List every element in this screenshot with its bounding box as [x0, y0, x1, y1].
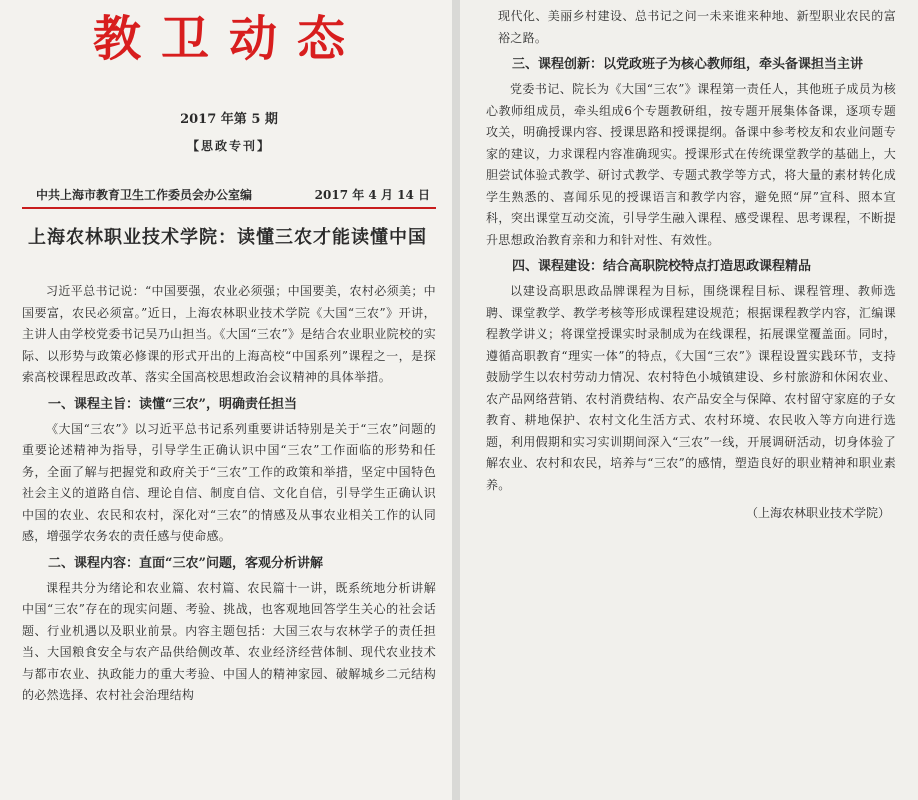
section1-heading: 一、课程主旨：读懂“三农”，明确责任担当	[48, 396, 297, 412]
section2-continued-paragraph: 现代化、美丽乡村建设、总书记之问一未来谁来种地、新型职业农民的富裕之路。	[498, 9, 896, 45]
masthead-title: 教卫动态	[92, 11, 365, 67]
red-divider	[22, 207, 436, 209]
intro-paragraph: 习近平总书记说：“中国要强，农业必须强；中国要美，农村必须美；中国要富，农民必须富。”近日，上海农林职业技术学院《大国“三农”》开讲，主讲人由学校党委书记吴乃山担当。《大国“三农”》是结合农业职业院校的实际、以形势与政策必修课的形式开出的上海高校“中国系列”课程之一，是探索高校课程思政改革、落实全国高校思想政治会议精神的具体举措。	[22, 284, 436, 384]
publisher: 中共上海市教育卫生工作委员会办公室编	[36, 188, 253, 202]
left-page	[0, 0, 452, 800]
publish-date: 2017 年 4 月 14 日	[314, 188, 430, 202]
right-page	[460, 0, 918, 800]
article-title: 上海农林职业技术学院：读懂三农才能读懂中国	[28, 227, 427, 248]
section2-heading: 二、课程内容：直面“三农”问题，客观分析讲解	[48, 555, 323, 571]
section3-paragraph: 党委书记、院长为《大国“三农”》课程第一责任人，其他班子成员为核心教师组成员，牵头组成6个专题教研组，按专题开展集体备课，逐项专题攻关，明确授课内容、授课思路和授课提纲。备课中参考校友和农业问题专家的建议，力求课程内容准确现实。授课形式在传统课堂教学的基础上，大胆尝试体验式教学、研讨式教学、专题式教学等方式，将大量的素材转化成学生熟悉的、喜闻乐见的授课语言和教学内容，避免照“屏”宣科、照本宣科，突出课堂互动交流，引导学生融入课程、感受课程、思考课程，不断提升思想政治教育亲和力和针对性、有效性。	[486, 82, 896, 247]
column-tag: 【思政专刊】	[186, 139, 271, 153]
section4-heading: 四、课程建设：结合高职院校特点打造思政课程精品	[512, 259, 812, 274]
section1-paragraph: 《大国“三农”》以习近平总书记系列重要讲话特别是关于“三农”问题的重要论述精神为指导，引导学生正确认识中国“三农”工作面临的形势和任务，全面了解与把握党和政府关于“三农”工作的政策和举措，坚定中国特色社会主义的道路自信、理论自信、制度自信、文化自信，引导学生正确认识中国的农业、农民和农村，深化对“三农”的情感及从事农业相关工作的认同感，增强学农务农的责任感与使命感。	[22, 421, 436, 543]
signature: （上海农林职业技术学院）	[745, 506, 890, 520]
section2-continuation	[486, 6, 896, 49]
section4-paragraph: 以建设高职思政品牌课程为目标，围绕课程目标、课程管理、教师选聘、课堂教学、教学考核等形成课程建设规范；根据课程教学内容，汇编课程教学讲义；将课堂授课实时录制成为在线课程，拓展课堂覆盖面。同时，遵循高职教育“理实一体”的特点，《大国“三农”》课程设置实践环节，支持鼓励学生以农村劳动力情况、农村特色小城镇建设、乡村旅游和休闲农业、农产品网络营销、农村消费结构、农产品安全与保障、农村留守家庭的子女教育、耕地保护、农村文化生活方式、农村环境、农民收入等方向进行选题，利用假期和实习实训期间深入“三农”一线，开展调研活动，切身体验了解农业、农村和农民，培养与“三农”的感情，塑造良好的职业精神和职业素养。	[486, 284, 896, 492]
publisher-row	[22, 186, 436, 203]
issue-number: 2017 年第 5 期	[180, 112, 278, 127]
section3-heading: 三、课程创新：以党政班子为核心教师组，牵头备课担当主讲	[512, 57, 864, 72]
section2-paragraph: 课程共分为绪论和农业篇、农村篇、农民篇十一讲，既系统地分析讲解中国“三农”存在的现实问题、考验、挑战，也客观地回答学生关心的社会话题、行业机遇以及职业前景。内容主题包括：大国三农与农林学子的责任担当、大国粮食安全与农产品供给侧改革、农业经济经营体制、现代农业技术与都市农业、执政能力的重大考验、中国人的精神家园、破解城乡二元结构的必然选择、农村社会治理结构	[22, 580, 436, 702]
